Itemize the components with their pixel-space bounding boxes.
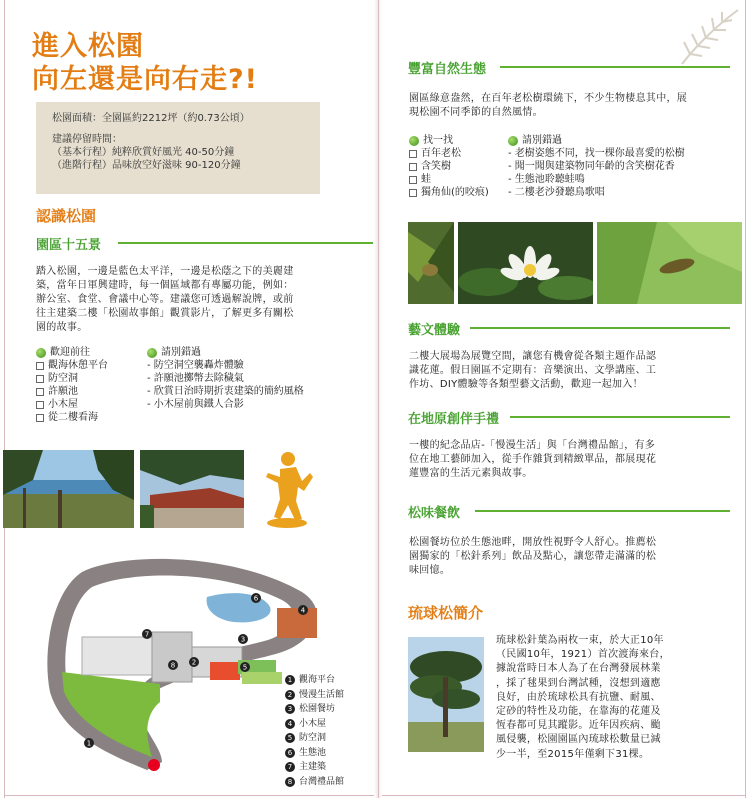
checkbox-icon <box>409 150 417 158</box>
para-line: 風侵襲，松園園區內琉球松數量已減 <box>496 734 661 746</box>
water-lily-photo <box>458 222 593 304</box>
checkbox-icon <box>409 189 417 197</box>
para-line: 良好，由於琉球松具有抗鹽、耐風、 <box>496 691 661 703</box>
section-title-ryukyu-pine: 琉球松簡介 <box>408 604 484 622</box>
dont-miss-head: 請別錯過 <box>508 134 685 147</box>
list-item: - 老樹姿態不同，找一棵你最喜愛的松樹 <box>508 148 685 159</box>
welcome-list <box>36 346 108 424</box>
checkbox-icon <box>36 362 44 370</box>
legend-item: 1 觀海平台 <box>285 673 344 688</box>
checkbox-icon <box>409 163 417 171</box>
subsection-fifteen-views: 園區十五景 <box>36 238 102 253</box>
list-item: - 聞一聞與建築物同年齡的含笑樹花香 <box>508 161 675 172</box>
checkbox-icon <box>36 375 44 383</box>
para-line: 現松園不同季節的自然風情。 <box>409 107 543 118</box>
green-ball-icon <box>508 136 518 146</box>
dining-paragraph <box>409 536 729 578</box>
green-rule <box>475 510 730 512</box>
para-line: 恆春都可見其蹤影。近年因疾病、颱 <box>496 720 661 732</box>
ecology-paragraph <box>409 92 729 120</box>
para-line: ，採了毬果到台灣試種，沒想到適應 <box>496 677 661 689</box>
green-rule <box>500 66 730 68</box>
green-ball-icon <box>147 348 157 358</box>
map-marker-6: 6 <box>253 594 259 603</box>
para-line: 少一半，至2015年僅剩下31棵。 <box>496 748 650 760</box>
green-rule <box>510 416 730 418</box>
legend-item: 5 防空洞 <box>285 731 344 746</box>
area-text: 松園面積：全園區約2212坪（約0.73公頃） <box>52 113 250 124</box>
title-line-2: 向左還是向右走?! <box>32 64 258 95</box>
para-line: 定砂的特性及功能，在靠海的花蓮及 <box>496 706 661 718</box>
list-item: - 生態池聆聽蛙鳴 <box>508 174 585 185</box>
pine-tree-photo <box>408 637 484 752</box>
dont-miss-list-right <box>508 134 685 199</box>
intro-line: 往主建築二樓「松園故事館」觀賞影片，了解更多有關松 <box>36 308 294 319</box>
para-line: 味回憶。 <box>409 565 451 576</box>
welcome-head: 歡迎前往 <box>36 346 108 359</box>
green-rule <box>118 242 373 244</box>
legend-item: 4 小木屋 <box>285 717 344 732</box>
intro-line: 辦公室、食堂、會議中心等。建議您可透過解說牌，或前 <box>36 294 294 305</box>
section-title-ecology: 豐富自然生態 <box>408 62 487 77</box>
list-item: 含笑樹 <box>409 160 489 173</box>
para-line: 園區綠意盎然，在百年老松樹環繞下，不少生物棲息其中，展 <box>409 93 688 104</box>
para-line: 識花蓮。假日園區不定期有：音樂演出、文學講座、工 <box>409 365 657 376</box>
stay-label: 建議停留時間： <box>52 134 122 145</box>
left-border <box>4 0 5 798</box>
title-line-1: 進入松園 <box>32 31 144 62</box>
para-line: 二樓大展場為展覽空間，讓您有機會從各類主題作品認 <box>409 351 657 362</box>
section-title-arts: 藝文體驗 <box>408 323 461 338</box>
green-ball-icon <box>409 136 419 146</box>
legend-item: 7 主建築 <box>285 760 344 775</box>
section-title-know-garden: 認識松園 <box>36 207 97 225</box>
iron-man-icon <box>258 447 316 529</box>
legend-item: 3 松園餐坊 <box>285 702 344 717</box>
checkbox-icon <box>36 414 44 422</box>
find-list <box>409 134 489 199</box>
visit-info-box <box>36 102 320 194</box>
section-title-gifts: 在地原創伴手禮 <box>408 412 500 427</box>
intro-line: 園的故事。 <box>36 322 88 333</box>
gifts-paragraph <box>409 439 729 481</box>
para-line: 作坊、DIY體驗等各類型藝文活動，歡迎一起加入！ <box>409 379 643 390</box>
map-marker-8: 8 <box>170 661 176 670</box>
arts-paragraph <box>409 350 729 392</box>
checkbox-icon <box>36 388 44 396</box>
find-head: 找一找 <box>409 134 489 147</box>
list-item: 蛙 <box>409 173 489 186</box>
para-line: 據說當時日本人為了在台灣發展林業 <box>496 663 661 675</box>
ocean-photo <box>3 450 134 528</box>
list-item: 防空洞 <box>36 372 108 385</box>
para-line: 園獨家的「松針系列」飲品及點心，讓您帶走滿滿的松 <box>409 551 657 562</box>
list-item: 許願池 <box>36 385 108 398</box>
grasshopper-photo <box>597 222 742 304</box>
basic-route: （基本行程）純粹欣賞好風光 40-50分鐘 <box>52 147 235 158</box>
right-border <box>745 0 746 798</box>
map-marker-3: 3 <box>240 635 246 644</box>
list-item: 從二樓看海 <box>36 411 108 424</box>
intro-line: 踏入松園，一邊是藍色太平洋，一邊是松蔭之下的美麗建 <box>36 266 294 277</box>
advanced-route: （進階行程）品味放空好滋味 90-120分鐘 <box>52 160 241 171</box>
dont-miss-list-left <box>147 346 304 411</box>
legend-item: 8 台灣禮品館 <box>285 775 344 790</box>
garden-intro <box>36 265 336 335</box>
checkbox-icon <box>36 401 44 409</box>
fern-leaf-icon <box>676 6 742 68</box>
para-line: 一樓的紀念品店-「慢漫生活」與「台灣禮品館」，有多 <box>409 440 656 451</box>
para-line: 松園餐坊位於生態池畔，開放性視野令人舒心。推薦松 <box>409 537 657 548</box>
building-photo <box>140 450 244 528</box>
pine-paragraph <box>496 634 736 762</box>
list-item: - 二樓老沙發聽鳥歌唱 <box>508 187 605 198</box>
para-line: 琉球松針葉為兩枚一束，於大正10年 <box>496 635 664 646</box>
green-ball-icon <box>36 348 46 358</box>
list-item: - 小木屋前與鐵人合影 <box>147 399 244 410</box>
list-item: 百年老松 <box>409 147 489 160</box>
map-marker-5: 5 <box>242 663 248 672</box>
map-marker-4: 4 <box>300 606 306 615</box>
list-item: - 防空洞空襲轟炸體驗 <box>147 360 244 371</box>
checkbox-icon <box>409 176 417 184</box>
list-item: 觀海休憩平台 <box>36 359 108 372</box>
map-marker-2: 2 <box>191 658 197 667</box>
legend-item: 2 慢漫生活館 <box>285 688 344 703</box>
section-title-dining: 松味餐飲 <box>408 506 461 521</box>
map-legend <box>285 673 344 789</box>
list-item: - 欣賞日治時期折衷建築的簡約風格 <box>147 386 304 397</box>
map-marker-7: 7 <box>144 630 150 639</box>
page-title <box>32 30 258 96</box>
fold-line <box>378 0 379 798</box>
para-line: 位在地工藝師加入，從手作雜貨到精緻單品，都展現花 <box>409 454 657 465</box>
map-marker-1: 1 <box>86 739 92 748</box>
list-item: 小木屋 <box>36 398 108 411</box>
dont-miss-head: 請別錯過 <box>147 346 304 359</box>
green-rule <box>470 327 730 329</box>
tree-frog-photo <box>408 222 454 304</box>
legend-item: 6 生態池 <box>285 746 344 761</box>
para-line: （民國10年，1921）首次渡海來台， <box>496 649 670 661</box>
para-line: 蓮豐富的生活元素與故事。 <box>409 468 533 479</box>
intro-line: 築，當年日軍興建時，每一個區域都有專屬功能，例如： <box>36 280 294 291</box>
list-item: - 許願池擲幣去除穢氣 <box>147 373 244 384</box>
list-item: 獨角仙(的咬痕) <box>409 186 489 199</box>
